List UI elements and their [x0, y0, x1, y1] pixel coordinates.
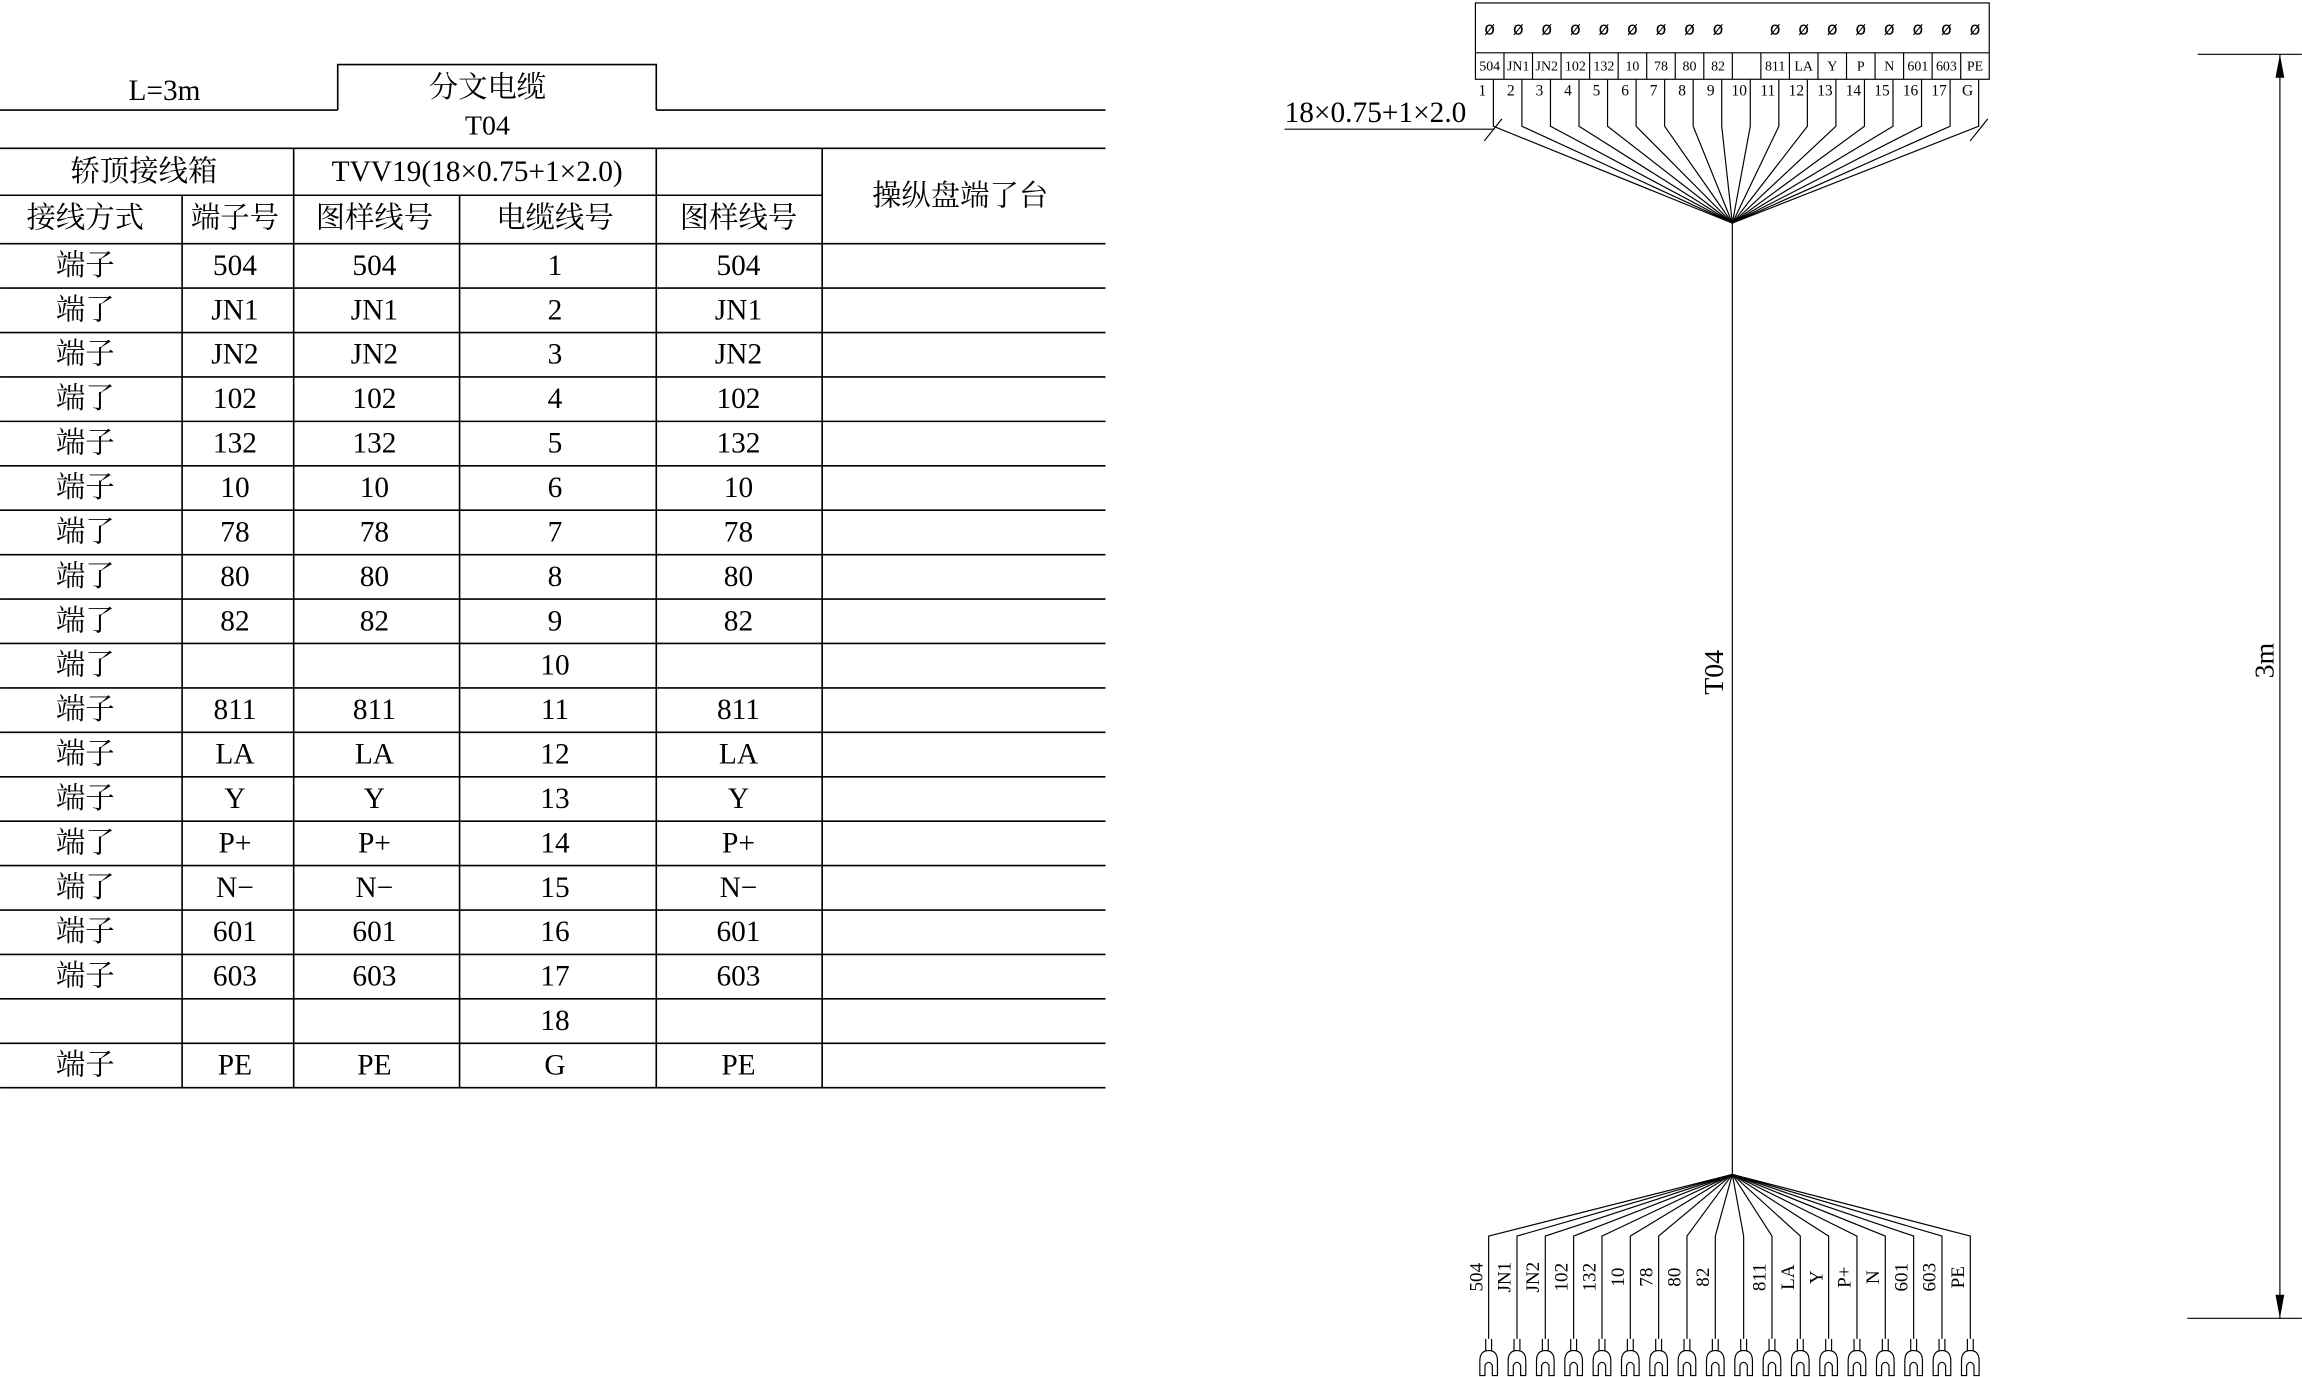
cell-cable-wire-number: 8: [547, 560, 563, 593]
cell-terminal-number: 102: [212, 383, 257, 416]
cell-cable-wire-number: 7: [547, 516, 563, 549]
wire-label: PE: [1948, 1266, 1970, 1289]
table-title-block: [0, 65, 1105, 142]
cell-terminal-number: PE: [217, 1049, 253, 1082]
wire-label: P+: [1834, 1266, 1856, 1288]
cell-cable-wire-number: 12: [540, 738, 570, 771]
table-row: [56, 738, 758, 771]
cable-trunk-label: T04: [1699, 649, 1731, 695]
table-row: [56, 515, 753, 548]
cell-cable-wire-number: 9: [547, 605, 563, 638]
table-row: [56, 560, 753, 593]
terminal-cell: [1678, 19, 1696, 99]
terminal-number: 3: [1535, 82, 1544, 100]
cell-terminal-number: 811: [213, 694, 257, 727]
table-row: [56, 382, 761, 415]
wire-label: 82: [1693, 1267, 1715, 1287]
table-row: [56, 604, 753, 637]
fork-terminal-icon: [1537, 1339, 1555, 1376]
bottom-wire: [1732, 1174, 1780, 1375]
terminal-cell: [1760, 19, 1785, 99]
cell-drawing-wire-number: P+: [357, 827, 391, 860]
wiring-diagram: [1285, 3, 2302, 1376]
fork-terminal-icon: [1848, 1339, 1866, 1376]
cell-drawing-wire-number: 10: [359, 472, 390, 505]
terminal-cell: [1903, 19, 1929, 99]
terminal-number: 12: [1788, 82, 1805, 100]
terminal-label: PE: [1966, 59, 1984, 75]
length-dimension: [2187, 54, 2302, 1318]
cell-drawing-wire-number: 80: [359, 560, 390, 593]
wire: [1732, 1174, 1885, 1338]
cell-panel-drawing-wire-number: 601: [716, 916, 761, 949]
wire-label: 78: [1636, 1267, 1658, 1287]
terminal-number: 9: [1706, 82, 1715, 100]
wire-label: 80: [1664, 1267, 1686, 1287]
terminal-number: 1: [1478, 82, 1487, 100]
fork-terminal-icon: [1961, 1339, 1979, 1376]
screw-terminal-icon: ø: [1569, 19, 1581, 40]
wire-label: 10: [1608, 1267, 1630, 1287]
screw-terminal-icon: ø: [1655, 19, 1667, 40]
fork-terminal-icon: [1593, 1339, 1611, 1376]
fork-terminal-icon: [1650, 1339, 1668, 1376]
cell-drawing-wire-number: 78: [359, 516, 390, 549]
cell-connection-method: 端了: [55, 871, 115, 904]
cell-panel-drawing-wire-number: P+: [722, 827, 755, 860]
cable-tab-label: 分文电缆: [428, 72, 547, 105]
wire: [1608, 79, 1733, 223]
cell-connection-method: 端了: [55, 294, 115, 327]
wire-label: 504: [1466, 1262, 1488, 1292]
fork-terminal-icon: [1735, 1339, 1753, 1376]
fork-terminal-icon: [1933, 1339, 1951, 1376]
cell-terminal-number: 78: [220, 516, 250, 549]
cell-cable-wire-number: 10: [540, 649, 570, 682]
wire-label: 102: [1551, 1262, 1573, 1292]
terminal-number: 5: [1592, 82, 1601, 100]
cell-drawing-wire-number: 601: [352, 916, 397, 949]
cell-drawing-wire-number: JN2: [350, 338, 399, 371]
panel-terminal-header: 操纵盘端了台: [872, 180, 1049, 213]
wire: [1493, 79, 1732, 223]
terminal-cell: [1846, 19, 1867, 99]
wire: [1732, 79, 1950, 223]
cell-panel-drawing-wire-number: PE: [721, 1049, 756, 1082]
screw-terminal-icon: ø: [1912, 19, 1924, 40]
screw-terminal-icon: ø: [1798, 19, 1810, 40]
terminal-label: 132: [1593, 59, 1615, 75]
cell-cable-wire-number: 14: [540, 827, 570, 860]
wire-label: 601: [1891, 1262, 1913, 1292]
wire-label: LA: [1778, 1264, 1800, 1290]
wire: [1715, 1174, 1732, 1338]
table-row: [56, 649, 570, 682]
cable-table: [0, 65, 1105, 1088]
wire: [1489, 1174, 1733, 1338]
cell-panel-drawing-wire-number: 603: [716, 960, 761, 993]
screw-terminal-icon: ø: [1969, 19, 1981, 40]
terminal-label: 78: [1654, 59, 1668, 75]
terminal-number: 14: [1845, 82, 1862, 100]
cell-panel-drawing-wire-number: 82: [723, 605, 754, 638]
screw-terminal-icon: ø: [1769, 19, 1781, 40]
dimension-arrow-up-icon: [2276, 54, 2285, 77]
fork-terminal-icon: [1678, 1339, 1696, 1376]
fork-terminal-icon: [1763, 1339, 1781, 1376]
wire: [1574, 1174, 1733, 1338]
wire: [1579, 79, 1732, 223]
wire-label: JN1: [1494, 1261, 1516, 1293]
dimension-arrow-down-icon: [2276, 1295, 2285, 1318]
table-row: [56, 915, 761, 948]
fork-terminal-icon: [1905, 1339, 1923, 1376]
cell-connection-method: 端了: [55, 649, 115, 682]
cell-drawing-wire-number: PE: [357, 1049, 392, 1082]
terminal-label: Y: [1827, 59, 1838, 75]
cell-connection-method: 端子: [55, 916, 115, 949]
screw-terminal-icon: ø: [1541, 19, 1553, 40]
screw-terminal-icon: ø: [1712, 19, 1724, 40]
screw-terminal-icon: ø: [1855, 19, 1867, 40]
terminal-number: G: [1962, 82, 1974, 100]
column-header-terminal-number: 端子号: [190, 202, 279, 235]
terminal-number: 17: [1931, 82, 1947, 100]
terminal-number: 10: [1731, 82, 1747, 100]
cell-terminal-number: 80: [220, 560, 250, 593]
table-row: [56, 960, 761, 993]
cell-drawing-wire-number: 811: [352, 694, 396, 727]
wire-label: 811: [1749, 1263, 1771, 1292]
cell-cable-wire-number: 11: [540, 694, 570, 727]
cell-cable-wire-number: 2: [547, 294, 563, 327]
table-row: [56, 871, 758, 904]
terminal-label: LA: [1794, 59, 1813, 75]
cell-panel-drawing-wire-number: JN2: [714, 338, 763, 371]
cell-cable-wire-number: 15: [540, 871, 570, 904]
terminal-label: 102: [1564, 59, 1586, 75]
fork-terminal-icon: [1621, 1339, 1639, 1376]
cell-connection-method: 端子: [55, 738, 115, 771]
wire: [1732, 79, 1750, 223]
terminal-label: 601: [1907, 59, 1929, 75]
table-row: [56, 693, 760, 726]
cell-cable-wire-number: 1: [547, 249, 563, 282]
cable-id: T04: [465, 110, 510, 142]
cell-connection-method: 端了: [55, 560, 115, 593]
fork-terminal-icon: [1508, 1339, 1526, 1376]
cell-terminal-number: P+: [218, 827, 252, 860]
cell-connection-method: 端子: [55, 694, 115, 727]
cell-cable-wire-number: 17: [540, 960, 570, 993]
cell-connection-method: 端子: [55, 1049, 115, 1082]
cell-panel-drawing-wire-number: 132: [716, 427, 761, 460]
terminal-number: 6: [1621, 82, 1629, 100]
cell-panel-drawing-wire-number: 102: [716, 383, 761, 416]
cell-terminal-number: 504: [212, 249, 257, 282]
length-label: L=3m: [128, 75, 201, 108]
wire: [1732, 1174, 1970, 1338]
cell-terminal-number: JN2: [211, 338, 259, 371]
fork-terminal-icon: [1820, 1339, 1838, 1376]
terminal-label: P: [1856, 59, 1865, 75]
cell-connection-method: 端子: [55, 249, 115, 282]
screw-terminal-icon: ø: [1883, 19, 1895, 40]
cable-spec-label: 18×0.75+1×2.0: [1284, 97, 1467, 130]
cell-cable-wire-number: 18: [540, 1005, 570, 1038]
terminal-number: 2: [1507, 82, 1515, 100]
table-row: [540, 1005, 569, 1037]
terminal-cell: [1536, 19, 1558, 99]
wire: [1732, 1174, 1743, 1338]
fork-terminal-icon: [1565, 1339, 1583, 1376]
terminal-number: 8: [1678, 82, 1687, 100]
top-wire-fan: [1493, 79, 1978, 223]
terminal-label: 811: [1764, 59, 1786, 75]
terminal-cell: [1789, 19, 1813, 99]
fork-terminal-icon: [1791, 1339, 1809, 1376]
terminal-label: 10: [1625, 59, 1640, 75]
cell-connection-method: 端了: [55, 383, 115, 416]
cell-terminal-number: 132: [212, 427, 257, 460]
cell-connection-method: 端子: [55, 960, 115, 993]
cable-spec-header: TVV19(18×0.75+1×2.0): [331, 155, 623, 188]
terminal-cell: [1564, 19, 1586, 99]
cell-terminal-number: 10: [220, 472, 250, 505]
cell-cable-wire-number: 13: [540, 782, 570, 815]
column-header-cable-wire-number: 电缆线号: [496, 202, 614, 235]
cell-cable-wire-number: G: [544, 1049, 566, 1082]
terminal-number: 4: [1564, 82, 1572, 100]
dimension-label: 3m: [2249, 642, 2281, 679]
cell-panel-drawing-wire-number: 504: [716, 249, 761, 282]
terminal-cell: [1817, 19, 1838, 99]
wire: [1517, 1174, 1732, 1338]
cell-drawing-wire-number: JN1: [350, 294, 399, 327]
terminal-number: 13: [1817, 82, 1833, 100]
wire-label: N: [1863, 1270, 1885, 1285]
wire-label: 603: [1919, 1262, 1941, 1292]
table-row: [56, 1049, 756, 1082]
terminal-label: N: [1884, 59, 1895, 75]
terminal-cell: [1962, 19, 1983, 99]
wire: [1732, 79, 1836, 223]
cell-drawing-wire-number: Y: [363, 782, 386, 815]
terminal-label: JN1: [1507, 59, 1530, 75]
cell-drawing-wire-number: N−: [355, 871, 394, 904]
cell-panel-drawing-wire-number: 80: [723, 560, 754, 593]
table-row: [56, 471, 753, 504]
terminal-label: 603: [1935, 59, 1957, 75]
wire: [1732, 79, 1864, 223]
terminal-cell: [1593, 19, 1615, 99]
cell-terminal-number: LA: [215, 738, 255, 771]
screw-terminal-icon: ø: [1484, 19, 1496, 40]
fork-terminal-icon: [1706, 1339, 1724, 1376]
terminal-number: 15: [1874, 82, 1890, 100]
cell-terminal-number: 82: [220, 605, 250, 638]
car-top-box-header: 轿顶接线箱: [70, 155, 218, 188]
bottom-wire: [1693, 1174, 1732, 1375]
terminal-cell: [1874, 19, 1895, 99]
wire: [1732, 79, 1978, 223]
cell-terminal-number: 603: [212, 960, 257, 993]
column-header-drawing-wire-number: 图样线号: [315, 202, 434, 235]
cell-terminal-number: Y: [224, 782, 246, 815]
wire: [1732, 79, 1807, 223]
cell-cable-wire-number: 16: [540, 916, 570, 949]
cell-connection-method: 端子: [55, 472, 115, 505]
cell-drawing-wire-number: LA: [354, 738, 394, 771]
terminal-number: 11: [1760, 82, 1776, 100]
wire: [1732, 79, 1893, 223]
terminal-number: 7: [1649, 82, 1658, 100]
cell-connection-method: 端了: [55, 516, 115, 549]
cell-panel-drawing-wire-number: N−: [719, 871, 758, 904]
fork-terminal-icon: [1876, 1339, 1894, 1376]
cell-terminal-number: JN1: [211, 294, 259, 327]
table-row: [56, 427, 761, 460]
cell-connection-method: 端了: [55, 605, 115, 638]
wire-label: JN2: [1523, 1261, 1545, 1293]
screw-terminal-icon: ø: [1684, 19, 1695, 40]
screw-terminal-icon: ø: [1627, 19, 1638, 40]
table-row: [56, 826, 755, 859]
wire: [1732, 1174, 1942, 1338]
cell-connection-method: 端子: [55, 782, 115, 815]
column-header-connection-method: 接线方式: [26, 202, 144, 235]
cell-connection-method: 端了: [55, 827, 115, 860]
cell-terminal-number: 601: [212, 916, 257, 949]
fork-terminal-icon: [1480, 1339, 1498, 1376]
terminal-label: JN2: [1535, 59, 1559, 75]
terminal-cell: [1650, 19, 1668, 99]
cell-drawing-wire-number: 603: [352, 960, 397, 993]
cell-panel-drawing-wire-number: Y: [727, 782, 750, 815]
cell-connection-method: 端子: [55, 427, 115, 460]
wire: [1732, 1174, 1772, 1338]
cell-panel-drawing-wire-number: LA: [718, 738, 759, 771]
terminal-cell: [1732, 83, 1748, 100]
terminal-cell: [1479, 19, 1501, 99]
terminal-number: 16: [1902, 82, 1919, 100]
table-column-headers: [27, 202, 798, 235]
cell-cable-wire-number: 6: [547, 472, 563, 505]
cell-terminal-number: N−: [216, 871, 254, 904]
terminal-cell: [1707, 19, 1725, 99]
wire: [1602, 1174, 1732, 1338]
cell-cable-wire-number: 4: [547, 383, 563, 416]
cell-cable-wire-number: 5: [547, 427, 563, 460]
terminal-cell: [1931, 19, 1957, 99]
screw-terminal-icon: ø: [1598, 19, 1610, 40]
top-terminal-strip: [1475, 3, 1989, 100]
wire: [1732, 1174, 1800, 1338]
cell-drawing-wire-number: 102: [352, 383, 397, 416]
bottom-wire-fan: [1466, 1174, 1979, 1375]
screw-terminal-icon: ø: [1826, 19, 1838, 40]
wire-label: 132: [1579, 1262, 1601, 1292]
cell-panel-drawing-wire-number: 10: [723, 472, 754, 505]
cell-panel-drawing-wire-number: JN1: [714, 294, 763, 327]
cell-panel-drawing-wire-number: 811: [717, 694, 760, 727]
wire-label: Y: [1806, 1270, 1828, 1285]
cell-panel-drawing-wire-number: 78: [723, 516, 754, 549]
cell-connection-method: 端子: [55, 338, 115, 371]
table-row: [56, 782, 749, 815]
table-row: [56, 249, 761, 282]
terminal-label: 82: [1711, 59, 1726, 75]
column-header-panel-drawing-wire-number: 图样线号: [679, 202, 798, 235]
screw-terminal-icon: ø: [1941, 19, 1952, 40]
terminal-label: 504: [1479, 59, 1501, 75]
screw-terminal-icon: ø: [1512, 19, 1524, 40]
cell-drawing-wire-number: 504: [352, 249, 397, 282]
cell-drawing-wire-number: 132: [352, 427, 397, 460]
terminal-cell: [1621, 19, 1639, 99]
cell-cable-wire-number: 3: [547, 338, 563, 371]
cell-drawing-wire-number: 82: [359, 605, 390, 638]
terminal-cell: [1507, 19, 1529, 99]
terminal-label: 80: [1682, 59, 1697, 75]
